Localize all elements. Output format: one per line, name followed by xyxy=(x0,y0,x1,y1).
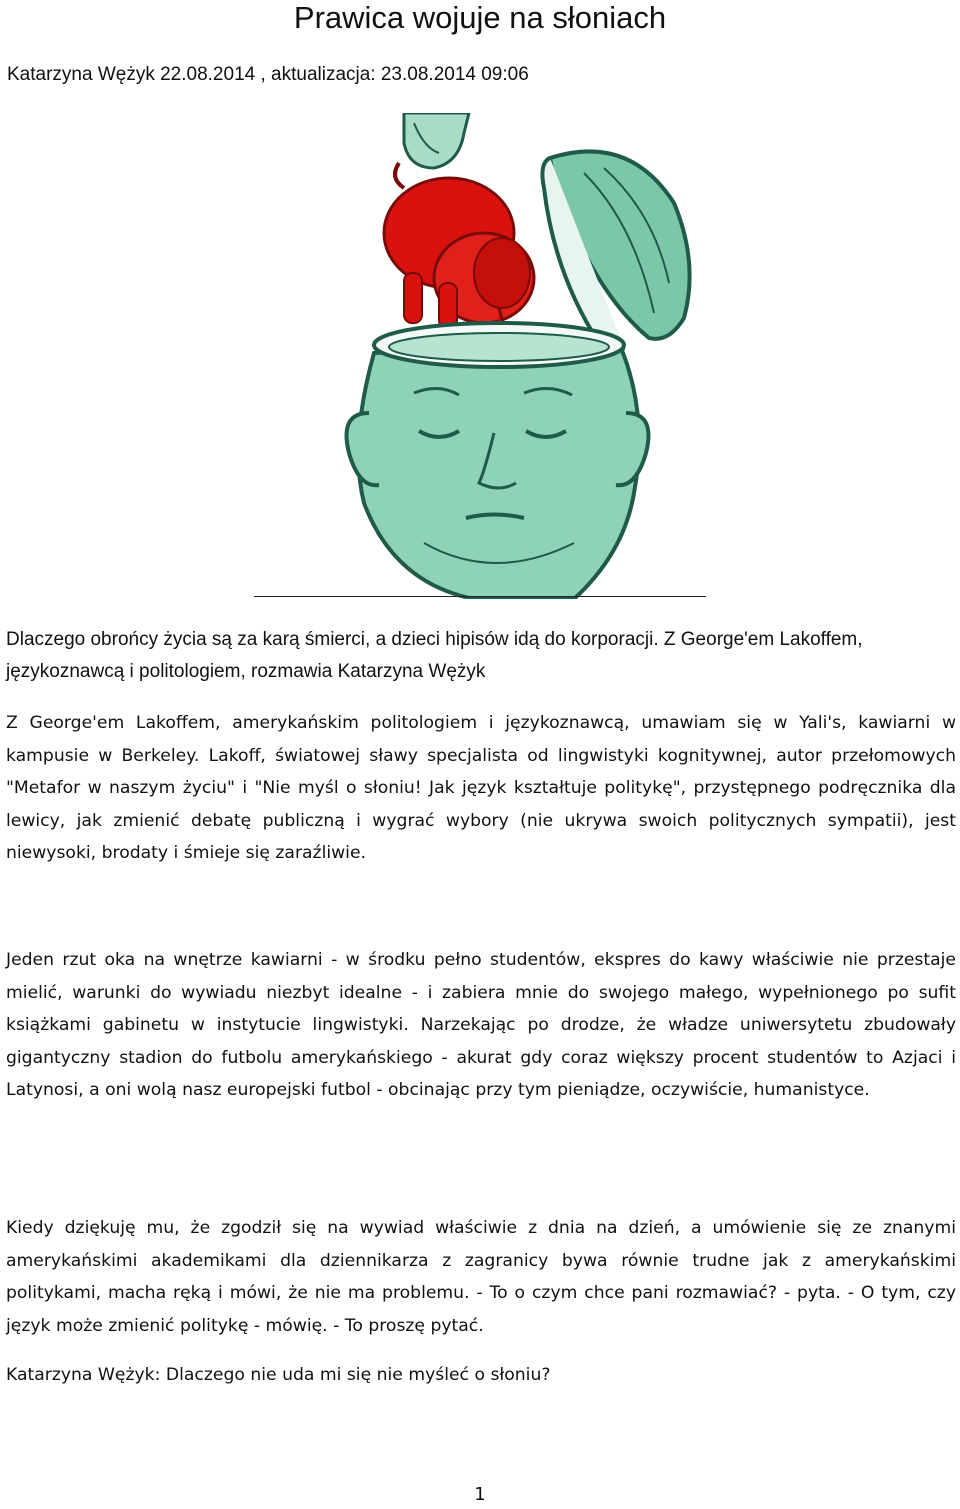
article-lead: Dlaczego obrońcy życia są za karą śmierci, a dzieci hipisów idą do korporacji. Z George'em Lakoffem, językoznawcą i politologiem, rozmawia Katarzyna Wężyk xyxy=(6,629,863,682)
page-number: 1 xyxy=(474,1484,486,1505)
image-divider xyxy=(254,596,706,597)
skull-lid-icon xyxy=(542,151,689,352)
head-icon xyxy=(347,323,649,599)
interview-question: Katarzyna Wężyk: Dlaczego nie uda mi się nie myśleć o słoniu? xyxy=(6,1365,551,1385)
paragraph-1: Z George'em Lakoffem, amerykańskim politologiem i językoznawcą, umawiam się w Yali's, kawiarni w kampusie w Berkeley. Lakoff, światowej sławy specjalista od lingwistyki kognitywnej, autor przełomowych "Metafor w naszym życiu" i "Nie myśl o słoniu! Jak język kształtuje politykę", przystępnego podręcznika dla lewicy, jak zmienić debatę publiczną i wygrać wybory (nie ukrywa swoich politycznych sympatii), jest niewysoki, brodaty i śmieje się zaraźliwie. xyxy=(6,713,956,863)
head-with-elephant-illustration xyxy=(254,113,706,599)
article-title: Prawica wojuje na słoniach xyxy=(293,0,667,35)
hand-icon xyxy=(404,113,469,168)
byline: Katarzyna Wężyk 22.08.2014 , aktualizacja: 23.08.2014 09:06 xyxy=(7,64,529,85)
paragraph-3: Kiedy dziękuję mu, że zgodził się na wywiad właściwie z dnia na dzień, a umówienie się ze znanymi amerykańskimi akademikami dla dziennikarza z zagranicy bywa równie trudne jak z amerykańskimi politykami, macha ręką i mówi, że nie ma problemu. - To o czym chce pani rozmawiać? - pyta. - O tym, czy język może zmienić politykę - mówię. - To proszę pytać. xyxy=(6,1218,956,1336)
paragraph-2: Jeden rzut oka na wnętrze kawiarni - w środku pełno studentów, ekspres do kawy właściwie nie przestaje mielić, warunki do wywiadu niezbyt idealne - i zabiera mnie do swojego małego, wypełnionego po sufit książkami gabinetu w instytucie lingwistyki. Narzekając po drodze, że władze uniwersytetu zbudowały gigantyczny stadion do futbolu amerykańskiego - akurat gdy coraz większy procent studentów to Azjaci i Latynosi, a oni wolą nasz europejski futbol - obcinając przy tym pieniądze, oczywiście, humanistyce. xyxy=(6,950,956,1100)
